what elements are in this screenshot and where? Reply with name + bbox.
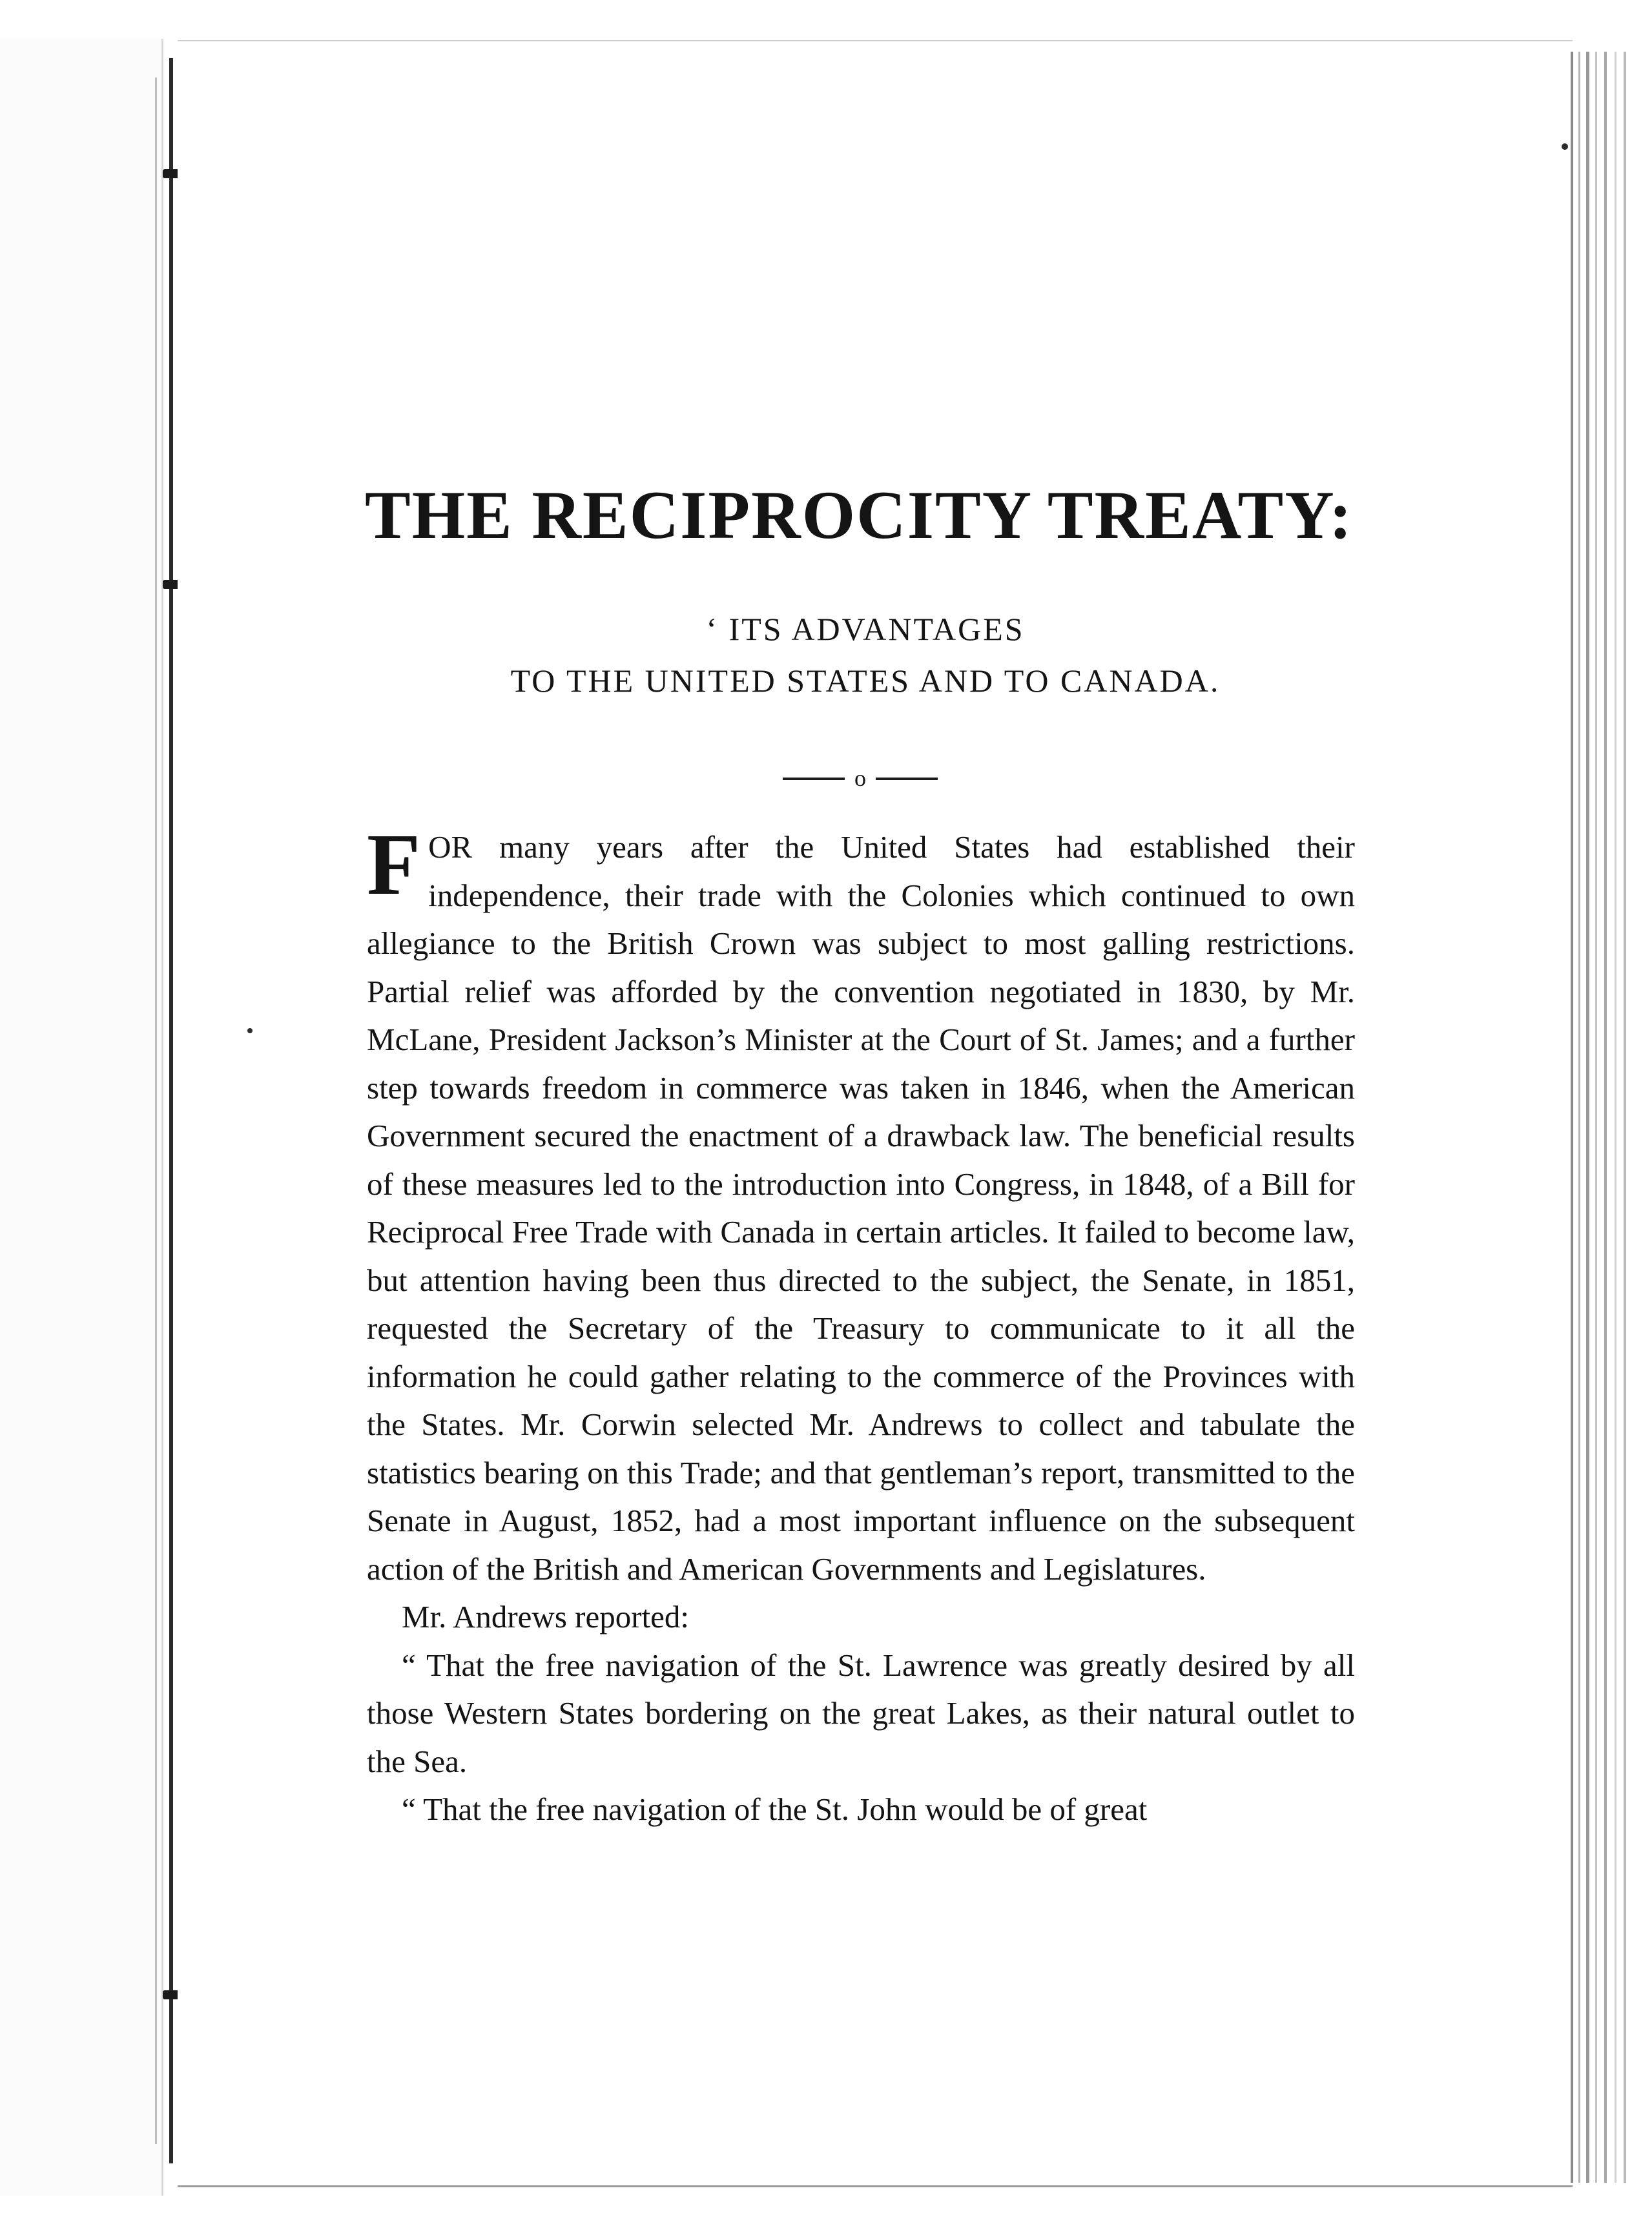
paragraph-quote-st-lawrence: “ That the free navigation of the St. Lawrence was greatly desired by all those Western States bordering on the great Lakes, as their natural outlet to the Sea.: [367, 1647, 1355, 1779]
divider-rule-right: [876, 778, 938, 780]
binding-gutter: [169, 58, 173, 2163]
body-text: [367, 816, 1355, 1834]
dust-speck: [247, 1028, 253, 1033]
paragraph-reported: Mr. Andrews reported:: [402, 1599, 689, 1634]
paragraph-opening-text: OR many years after the United States had established their independence, their trade with the Colonies which continued to own allegiance to the British Crown was subject to most galling restrictions. Partial relief was afforded by the convention negotiated in 1830, by Mr. McLane, President Jackson’s Minister at the Court of St. James; and a further step towards freedom in commerce was taken in 1846, when the American Government secured the enactment of a drawback law. The beneficial results of these measures led to the introduction into Congress, in 1848, of a Bill for Reciprocal Free Trade with Canada in certain articles. It failed to become law, but attention having been thus directed to the subject, the Senate, in 1851, requested the Secretary of the Treasury to communicate to it all the information he could gather relating to the commerce of the Provinces with the States. Mr. Corwin selected Mr. Andrews to collect and tabulate the statistics bearing on this Trade; and that gentleman’s report, transmitted to the Senate in August, 1852, had a most important influence on the subsequent action of the British and American Governments and Legislatures.: [367, 829, 1355, 1587]
binding-shadow: [155, 77, 157, 2144]
section-divider: [783, 762, 938, 794]
dust-speck: [1562, 143, 1568, 150]
page-title: THE RECIPROCITY TREATY:: [365, 477, 1354, 553]
page-edge-line: [1578, 52, 1580, 2183]
page-edge-line: [1615, 52, 1616, 2183]
subtitle-line-2: TO THE UNITED STATES AND TO CANADA.: [510, 663, 1221, 699]
page-edge-line: [1586, 52, 1589, 2183]
adjacent-page-edge: [0, 39, 163, 2196]
page-edge-line: [1604, 52, 1607, 2183]
page-edge-line: [1595, 52, 1597, 2183]
divider-ornament: o: [854, 765, 866, 791]
paragraph-quote-st-john: “ That the free navigation of the St. John would be of great: [402, 1791, 1148, 1827]
page-edge-line: [1571, 52, 1573, 2183]
page-edge-line: [1624, 52, 1626, 2183]
divider-rule-left: [783, 778, 845, 780]
drop-cap: F: [367, 816, 421, 913]
paragraph-opening: [367, 816, 1355, 1593]
subtitle-line-1: ‘ ITS ADVANTAGES: [706, 611, 1025, 647]
